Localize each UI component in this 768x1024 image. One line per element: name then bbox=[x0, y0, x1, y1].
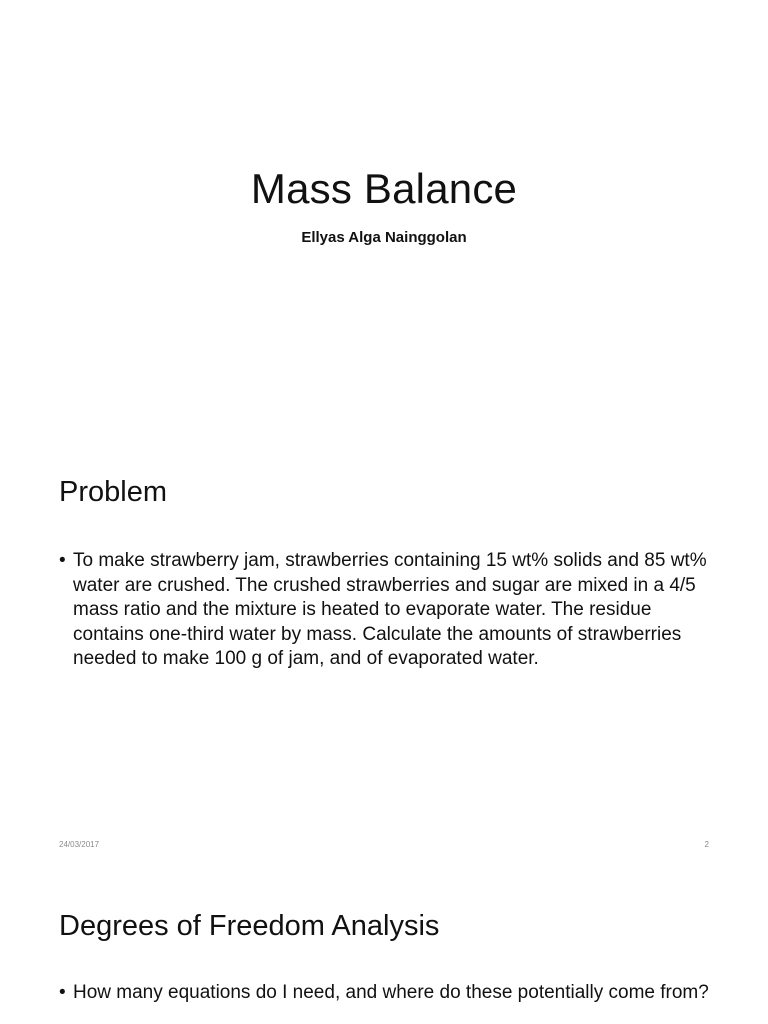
presentation-title: Mass Balance bbox=[250, 165, 518, 212]
problem-slide bbox=[0, 440, 768, 880]
bullet-text: How many equations do I need, and where do these potentially come from? bbox=[73, 982, 709, 1003]
slide-number: 2 bbox=[704, 840, 709, 849]
bullet-list bbox=[59, 549, 724, 672]
bullet-text: To make strawberry jam, strawberries containing 15 wt% solids and 85 wt% water are crushed. The crushed strawberries and sugar are mixed in a 4/5 mass ratio and the mixture is heated to evaporate water. The residue contains one-third water by mass. Calculate the amounts of strawberries needed to make 100 g of jam, and of evaporated water. bbox=[73, 550, 707, 669]
bullet-icon: • bbox=[59, 982, 66, 1003]
bullet-list bbox=[59, 981, 724, 1006]
bullet-item bbox=[59, 549, 724, 672]
bullet-item bbox=[59, 981, 724, 1006]
slide-heading: Degrees of Freedom Analysis bbox=[59, 910, 440, 942]
degrees-of-freedom-slide bbox=[0, 880, 768, 1024]
presentation-author: Ellyas Alga Nainggolan bbox=[301, 229, 467, 246]
slide-date: 24/03/2017 bbox=[59, 840, 100, 849]
bullet-icon: • bbox=[59, 550, 66, 571]
title-slide bbox=[0, 0, 768, 440]
slide-heading: Problem bbox=[59, 476, 167, 508]
